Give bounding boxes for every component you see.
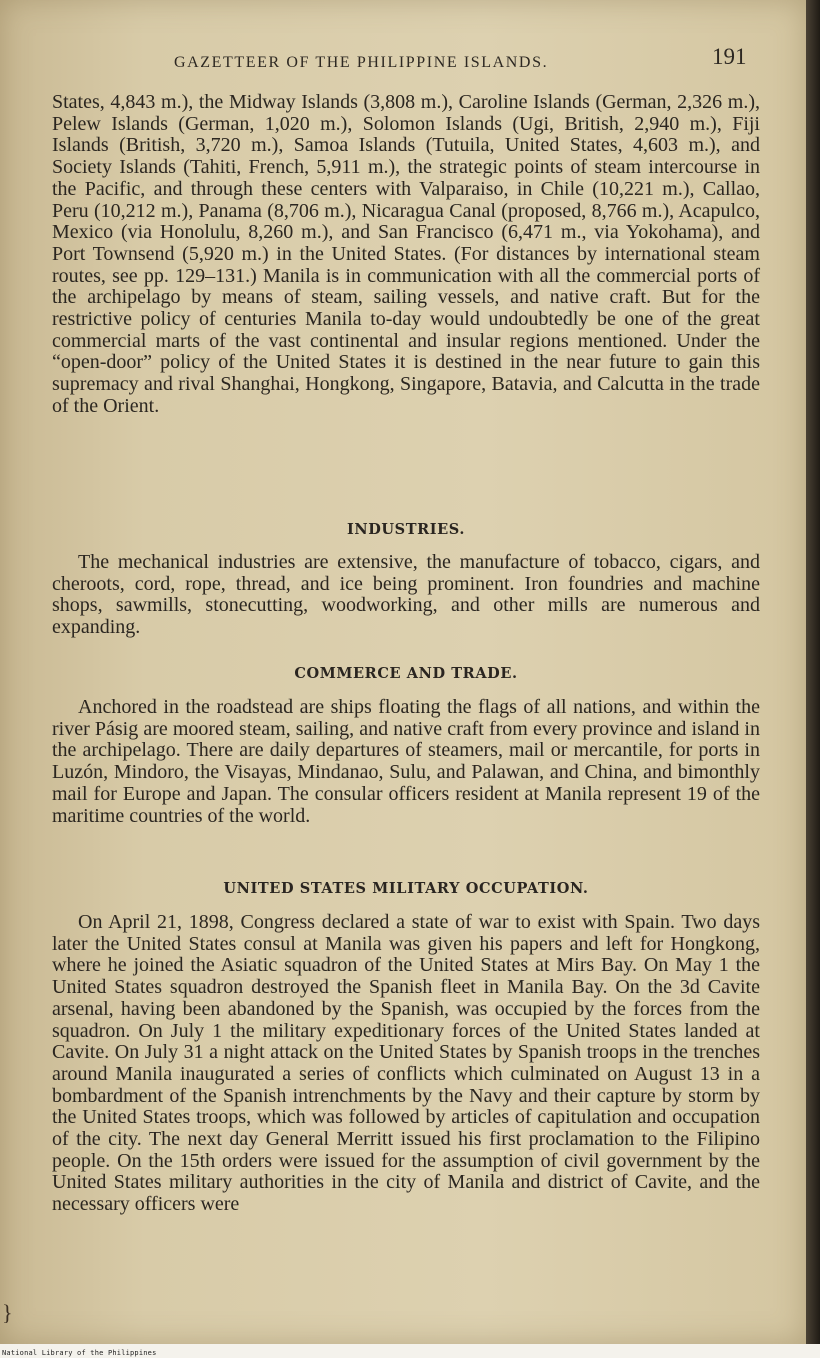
paragraph-military-occupation: On April 21, 1898, Congress declared a state of war to exist with Spain. Two days later the United States consul at Manila was given his papers and left for Hongkong, where he joined the Asiatic squadron of the United States at Mirs Bay. On May 1 the United States squadron destroyed the Spanish fleet in Manila Bay. On the 3d Cavite arsenal, having been abandoned by the Spanish, was occupied by the forces from the squadron. On July 1 the military expeditionary forces of the United States landed at Cavite. On July 31 a night attack on the United States by Spanish troops in the trenches around Manila inaugurated a series of conflicts which culminated on August 13 in a bombardment of the Spanish intrenchments by the Navy and their capture by storm by the United States troops, which was followed by articles of capitulation and occupation of the city. The next day General Merritt issued his first proclamation to the Filipino people. On the 15th orders were issued for the assumption of civil government by the United States military authorities in the city of Manila and district of Cavite, and the necessary officers were [52,911,760,1216]
footer-credit: National Library of the Philippines [2,1349,157,1357]
page-edge-shadow [806,0,820,1358]
paragraph-trade-routes: States, 4,843 m.), the Midway Islands (3,808 m.), Caroline Islands (German, 2,326 m.), Pelew Islands (German, 1,020 m.), Solomon Islands (Ugi, British, 2,940 m.), Fiji Islands (British, 3,720 m.), Samoa Islands (Tutuila, United States, 4,603 m.), and Society Islands (Tahiti, French, 5,911 m.), the strategic points of steam intercourse in the Pacific, and through these centers with Valparaiso, in Chile (10,221 m.), Callao, Peru (10,212 m.), Panama (8,706 m.), Nicaragua Canal (proposed, 8,766 m.), Acapulco, Mexico (via Honolulu, 8,260 m.), and San Francisco (6,471 m., via Yokohama), and Port Townsend (5,920 m.) in the United States. (For distances by international steam routes, see pp. 129–131.) Manila is in communication with all the commercial ports of the archipelago by means of steam, sailing vessels, and native craft. But for the restrictive policy of centuries Manila to-day would undoubtedly be one of the great commercial marts of the vast continental and insular regions mentioned. Under the “open-door” policy of the United States it is destined in the near future to gain this supremacy and rival Shanghai, Hongkong, Singapore, Batavia, and Calcutta in the trade of the Orient. [52,91,760,417]
page-number: 191 [712,44,747,69]
paragraph-commerce: Anchored in the roadstead are ships floating the flags of all nations, and within the river Pásig are moored steam, sailing, and native craft from every province and island in the archipelago. There are daily departures of steamers, mail or mercantile, for ports in Luzón, Mindoro, the Visayas, Mindanao, Sulu, and Palawan, and China, and bimonthly mail for Europe and Japan. The consular officers resident at Manila represent 19 of the maritime countries of the world. [52,696,760,827]
margin-mark: } [2,1300,13,1325]
running-head: GAZETTEER OF THE PHILIPPINE ISLANDS. [174,54,549,71]
heading-military-occupation: UNITED STATES MILITARY OCCUPATION. [223,880,589,897]
footer-strip [0,1344,820,1358]
paragraph-industries: The mechanical industries are extensive, the manufacture of tobacco, cigars, and cheroots, cord, rope, thread, and ice being prominent. Iron foundries and machine shops, sawmills, stonecutting, woodworking, and other mills are numerous and expanding. [52,551,760,639]
heading-commerce-and-trade: COMMERCE AND TRADE. [294,665,518,682]
heading-industries: INDUSTRIES. [346,521,465,538]
